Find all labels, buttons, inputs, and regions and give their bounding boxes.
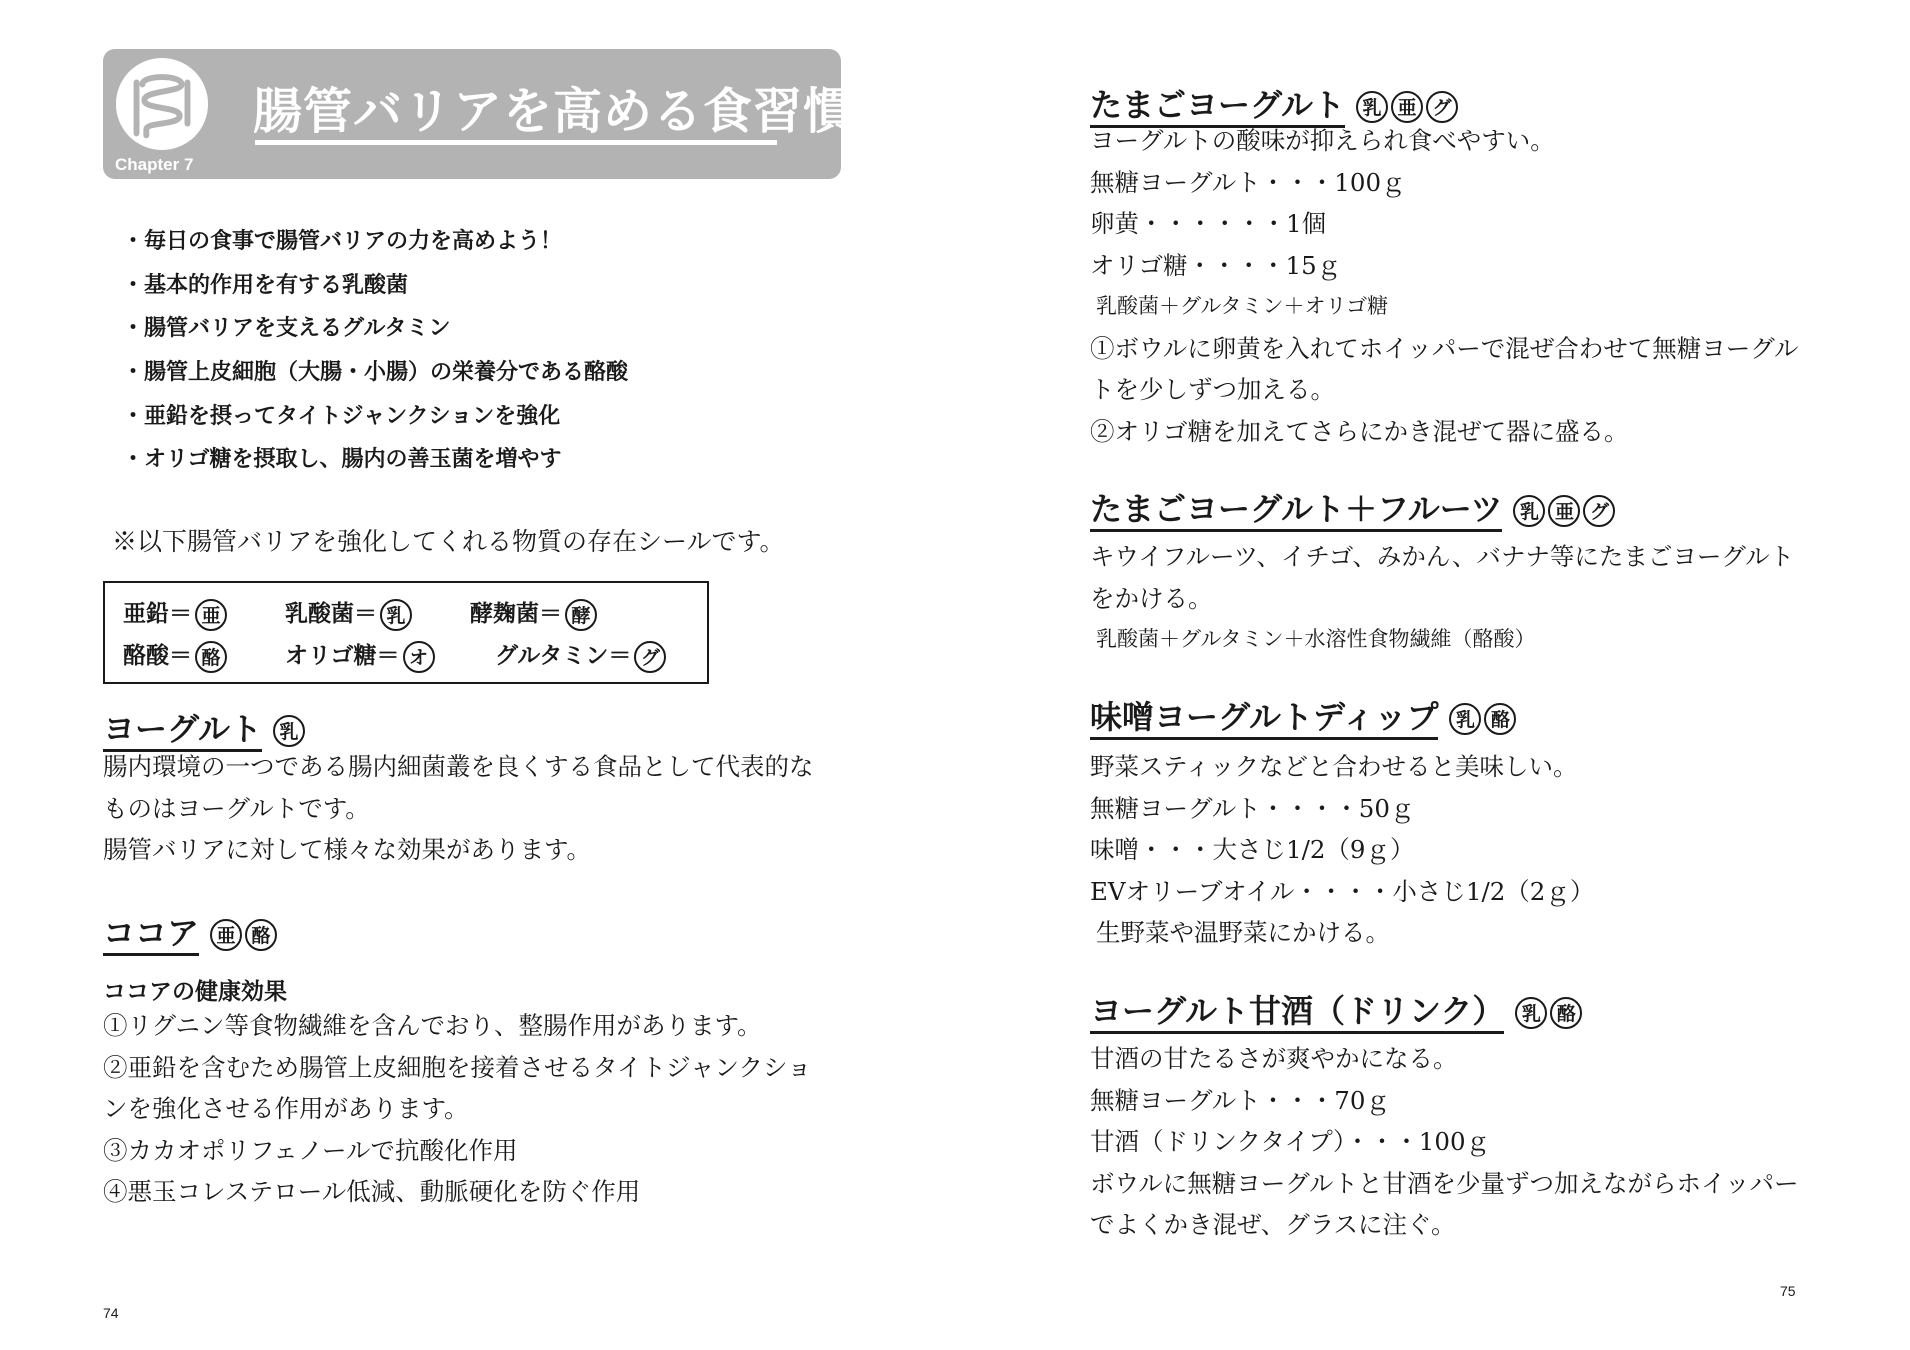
- seal-badge: 酵: [565, 599, 597, 631]
- body-text: ヨーグルトの酸味が抑えられ食べやすい。: [1090, 126, 1555, 155]
- legend-item: [123, 637, 227, 673]
- seal-badge: グ: [1583, 495, 1615, 527]
- bullet-item: ・オリゴ糖を摂取し、腸内の善玉菌を増やす: [122, 447, 562, 473]
- cocoa-effects: [103, 1005, 812, 1213]
- seal-badge: 酪: [1484, 703, 1516, 735]
- miso-dip-recipe: [1090, 746, 1594, 954]
- body-text: 腸内環境の一つである腸内細菌叢を良くする食品として代表的な: [103, 752, 814, 781]
- bullet-item: ・腸管バリアを支えるグルタミン: [122, 316, 451, 342]
- section-title-egg-yogurt-fruits: [1090, 484, 1615, 530]
- body-text: ボウルに無糖ヨーグルトと甘酒を少量ずつ加えながらホイッパー: [1090, 1168, 1799, 1198]
- seal-note: ※以下腸管バリアを強化してくれる物質の存在シールです。: [112, 527, 785, 556]
- seal-badge: 亜: [1391, 91, 1423, 123]
- seal-badge: 酪: [1550, 997, 1582, 1029]
- legend-label: 酪酸＝: [123, 643, 192, 669]
- nutrient-note: 乳酸菌＋グルタミン＋水溶性食物繊維（酪酸）: [1096, 627, 1536, 651]
- seal-badge: 乳: [380, 599, 412, 631]
- body-text: ①リグニン等食物繊維を含んでおり、整腸作用があります。: [103, 1011, 762, 1040]
- section-title-text: ヨーグルト: [103, 710, 262, 752]
- seal-badge: 酪: [245, 919, 277, 951]
- body-text: キウイフルーツ、イチゴ、みかん、バナナ等にたまごヨーグルト: [1090, 542, 1795, 571]
- section-title-text: ヨーグルト甘酒（ドリンク）: [1090, 992, 1504, 1034]
- section-title-yogurt-amazake: [1090, 986, 1582, 1032]
- seal-badge: 亜: [210, 919, 242, 951]
- body-text: 卵黄・・・・・・1個: [1090, 209, 1327, 238]
- section-title-text: ココア: [103, 914, 199, 956]
- legend-label: オリゴ糖＝: [285, 643, 400, 669]
- bullet-item: ・亜鉛を摂ってタイトジャンクションを強化: [122, 403, 561, 429]
- bullet-item: ・基本的作用を有する乳酸菌: [122, 272, 409, 298]
- body-text: をかける。: [1090, 583, 1213, 613]
- body-text: ④悪玉コレステロール低減、動脈硬化を防ぐ作用: [103, 1177, 641, 1206]
- seal-badge: 亜: [195, 599, 227, 631]
- body-text: ②亜鉛を含むため腸管上皮細胞を接着させるタイトジャンクショ: [103, 1052, 812, 1082]
- legend-label: グルタミン＝: [495, 643, 632, 669]
- body-text: 無糖ヨーグルト・・・70ｇ: [1090, 1085, 1390, 1115]
- chapter-header: [103, 49, 854, 179]
- body-text: 味噌・・・大さじ1/2（9ｇ）: [1090, 835, 1415, 864]
- page-number-right: 75: [1780, 1283, 1796, 1299]
- legend-label: 乳酸菌＝: [285, 601, 377, 627]
- section-title-miso-dip: [1090, 692, 1516, 738]
- body-text: ②オリゴ糖を加えてさらにかき混ぜて器に盛る。: [1090, 416, 1629, 446]
- body-text: ③カカオポリフェノールで抗酸化作用: [103, 1135, 518, 1165]
- egg-yogurt-fruits-recipe: [1090, 536, 1794, 661]
- body-text: EVオリーブオイル・・・・小さじ1/2（2ｇ）: [1090, 876, 1595, 906]
- legend-item: [123, 595, 227, 631]
- body-text: 甘酒の甘たるさが爽やかになる。: [1090, 1044, 1458, 1073]
- seal-badge: 乳: [273, 715, 305, 747]
- body-text: 生野菜や温野菜にかける。: [1096, 918, 1390, 947]
- chapter-label: Chapter 7: [115, 155, 194, 174]
- yogurt-amazake-recipe: [1090, 1038, 1799, 1246]
- body-text: オリゴ糖・・・・15ｇ: [1090, 250, 1342, 280]
- egg-yogurt-recipe: [1090, 120, 1799, 452]
- chapter-title: 腸管バリアを高める食習慣: [253, 83, 854, 140]
- body-text: ンを強化させる作用があります。: [103, 1094, 469, 1123]
- body-text: 甘酒（ドリンクタイプ）・・・100ｇ: [1090, 1127, 1491, 1156]
- body-text: でよくかき混ぜ、グラスに注ぐ。: [1090, 1210, 1456, 1239]
- bullet-list: [122, 220, 628, 482]
- seal-badge: 乳: [1513, 495, 1545, 527]
- body-text: 無糖ヨーグルト・・・100ｇ: [1090, 167, 1406, 197]
- legend-item: [285, 595, 412, 631]
- section-title-yogurt: [103, 704, 305, 750]
- seal-badge: 乳: [1356, 91, 1388, 123]
- legend-item: [495, 637, 666, 673]
- legend-item: [470, 595, 597, 631]
- seal-badge: 亜: [1548, 495, 1580, 527]
- chapter-title-underline: [255, 140, 777, 145]
- section-title-text: 味噌ヨーグルトディップ: [1090, 698, 1438, 740]
- page-number-left: 74: [103, 1305, 119, 1321]
- seal-badge: オ: [403, 641, 435, 673]
- nutrient-note: 乳酸菌＋グルタミン＋オリゴ糖: [1096, 294, 1389, 318]
- seal-badge: グ: [1426, 91, 1458, 123]
- cocoa-subheading: ココアの健康効果: [103, 979, 287, 1005]
- yogurt-description: [103, 746, 814, 871]
- bullet-item: ・毎日の食事で腸管バリアの力を高めよう！: [122, 229, 563, 254]
- legend-item: [285, 637, 435, 673]
- body-text: 野菜スティックなどと合わせると美味しい。: [1090, 752, 1578, 781]
- seal-badge: 酪: [195, 641, 227, 673]
- seal-badge: グ: [634, 641, 666, 673]
- seal-badge: 乳: [1449, 703, 1481, 735]
- section-title-text: たまごヨーグルト＋フルーツ: [1090, 490, 1502, 532]
- body-text: 無糖ヨーグルト・・・・50ｇ: [1090, 793, 1415, 823]
- body-text: 腸管バリアに対して様々な効果があります。: [103, 835, 592, 864]
- section-title-text: たまごヨーグルト: [1090, 86, 1345, 128]
- body-text: ①ボウルに卵黄を入れてホイッパーで混ぜ合わせて無糖ヨーグル: [1090, 333, 1799, 363]
- legend-label: 酵麹菌＝: [470, 601, 562, 627]
- seal-badge: 乳: [1515, 997, 1547, 1029]
- body-text: ものはヨーグルトです。: [103, 793, 370, 823]
- seal-legend-box: [103, 581, 709, 684]
- legend-label: 亜鉛＝: [123, 601, 192, 627]
- intestine-icon: [113, 55, 211, 153]
- bullet-item: ・腸管上皮細胞（大腸・小腸）の栄養分である酪酸: [122, 360, 629, 386]
- body-text: トを少しずつ加える。: [1090, 375, 1335, 404]
- section-title-cocoa: [103, 908, 277, 954]
